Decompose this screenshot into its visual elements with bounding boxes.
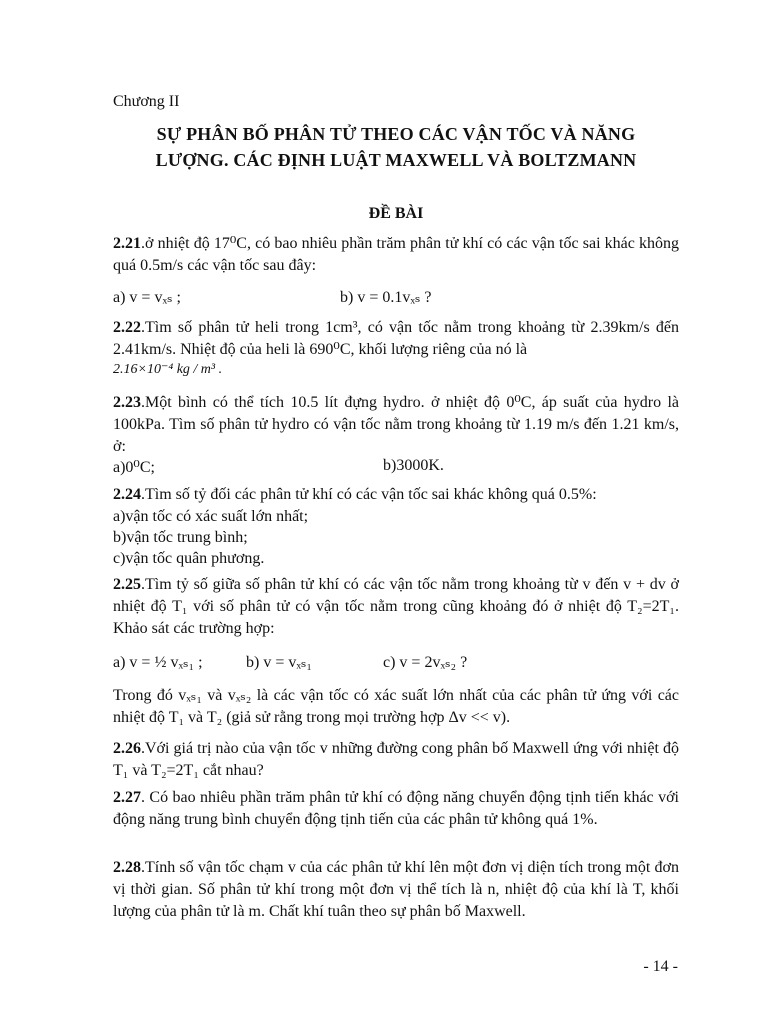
- problem-text: .Một bình có thể tích 10.5 lít đựng hydro. ở nhiệt độ 0⁰C, áp suất của hydro là 100kPa. Tìm số phân tử hydro có vận tốc nằm trong khoảng từ 1.19 m/s đến 1.21 km/s, ở:: [113, 394, 679, 455]
- problem-2-26: [113, 738, 679, 782]
- problem-2-24-item-a: a)vận tốc có xác suất lớn nhất;: [113, 508, 309, 525]
- problem-2-24-item-c: c)vận tốc quân phương.: [113, 550, 265, 567]
- problem-2-21-option-b: b) v = 0.1vₓₛ ?: [340, 289, 432, 306]
- problem-2-23: [113, 392, 679, 458]
- problem-number: 2.22: [113, 319, 141, 336]
- problem-number: 2.27: [113, 789, 141, 806]
- problem-number: 2.21: [113, 235, 141, 252]
- problem-text: .Tìm số tỷ đối các phân tử khí có các vận tốc sai khác không quá 0.5%:: [141, 486, 597, 503]
- chapter-title: [100, 121, 692, 173]
- problem-text: .Tìm tỷ số giữa số phân tử khí có các vận tốc nằm trong khoảng từ v đến v + dv ở nhiệt độ T₁ với số phân tử có vận tốc nằm trong cũng khoảng đó ở nhiệt độ T₂=2T₁. Khảo sát các trường hợp:: [113, 576, 679, 637]
- problem-2-25-option-c: c) v = 2vₓₛ₂ ?: [383, 654, 468, 671]
- problem-text: . Có bao nhiêu phần trăm phân tử khí có động năng chuyển động tịnh tiến khác với động năng trung bình chuyển động tịnh tiến của các phân tử không quá 1%.: [113, 789, 679, 828]
- chapter-title-line-1: SỰ PHÂN BỐ PHÂN TỬ THEO CÁC VẬN TỐC VÀ NĂNG: [156, 124, 636, 144]
- problem-2-25-note: Trong đó vₓₛ₁ và vₓₛ₂ là các vận tốc có xác suất lớn nhất của các phân tử ứng với các nhiệt độ T₁ và T₂ (giả sử rằng trong mọi trường hợp Δv << v).: [113, 687, 679, 726]
- problem-text: .ở nhiệt độ 17⁰C, có bao nhiêu phần trăm phân tử khí có các vận tốc sai khác không quá 0.5m/s các vận tốc sau đây:: [113, 235, 679, 274]
- problem-2-27: [113, 787, 679, 831]
- problem-2-28: [113, 857, 679, 923]
- problem-number: 2.24: [113, 486, 141, 503]
- problem-2-24: [113, 484, 679, 506]
- problem-2-23-option-b: b)3000K.: [383, 457, 444, 474]
- section-heading: ĐỀ BÀI: [368, 205, 424, 222]
- problem-number: 2.28: [113, 859, 141, 876]
- problem-number: 2.26: [113, 740, 141, 757]
- problem-2-23-option-a: a)0⁰C;: [113, 459, 155, 476]
- chapter-title-line-2: LƯỢNG. CÁC ĐỊNH LUẬT MAXWELL VÀ BOLTZMANN: [155, 150, 637, 170]
- problem-text: .Tính số vận tốc chạm v của các phân tử khí lên một đơn vị diện tích trong một đơn vị thời gian. Số phân tử khí trong một đơn vị thể tích là n, nhiệt độ của khí là T, khối lượng của phân tử là m. Chất khí tuân theo sự phân bố Maxwell.: [113, 859, 679, 920]
- problem-2-21: [113, 233, 679, 277]
- problem-2-25-option-b: b) v = vₓₛ₁: [246, 654, 312, 671]
- problem-2-24-item-b: b)vận tốc trung bình;: [113, 529, 248, 546]
- problem-text: .Tìm số phân tử heli trong 1cm³, có vận tốc nằm trong khoảng từ 2.39km/s đến 2.41km/s. Nhiệt độ của heli là 690⁰C, khối lượng riêng của nó là: [113, 319, 679, 358]
- problem-text: .Với giá trị nào của vận tốc v những đường cong phân bố Maxwell ứng với nhiệt độ T₁ và T₂=2T₁ cắt nhau?: [113, 740, 679, 779]
- problem-2-22-formula: 2.16×10⁻⁴ kg / m³ .: [113, 362, 223, 377]
- problem-2-25: [113, 574, 679, 640]
- page-number: - 14 -: [643, 958, 678, 975]
- problem-2-22: [113, 317, 679, 361]
- problem-2-25-option-a: a) v = ½ vₓₛ₁ ;: [113, 654, 203, 671]
- problem-number: 2.23: [113, 394, 141, 411]
- chapter-label: Chương II: [113, 93, 180, 110]
- problem-number: 2.25: [113, 576, 141, 593]
- problem-2-21-option-a: a) v = vₓₛ ;: [113, 289, 181, 306]
